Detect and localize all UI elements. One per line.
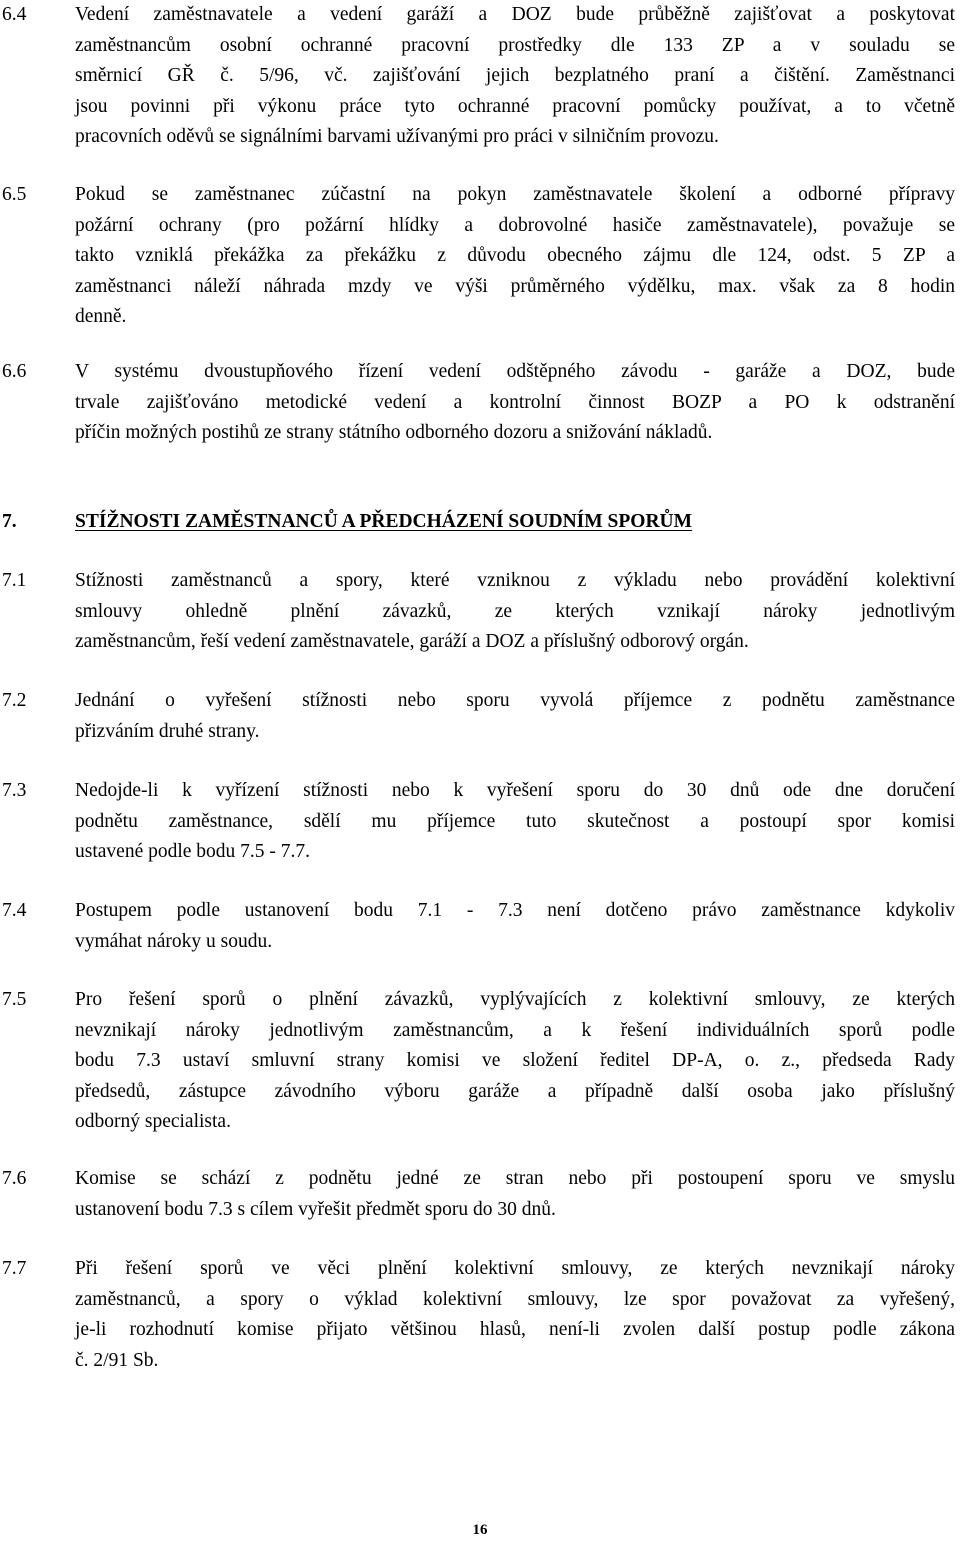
text-line: požární ochrany (pro požární hlídky a dobrovolné hasiče zaměstnavatele), považuje se — [75, 214, 955, 236]
text-line: jsou povinni při výkonu práce tyto ochranné pracovní pomůcky používat, a to včetně — [75, 95, 955, 117]
paragraph-text — [75, 1254, 955, 1376]
text-line: Postupem podle ustanovení bodu 7.1 - 7.3 není dotčeno právo zaměstnance kdykoliv — [75, 900, 955, 921]
text-line: takto vzniklá překážka za překážku z důvodu obecného zájmu dle 124, odst. 5 ZP a — [75, 245, 955, 266]
text-line: nevznikají nároky jednotlivým zaměstnancům, a k řešení individuálních sporů podle — [75, 1019, 955, 1041]
text-line: podnětu zaměstnance, sdělí mu příjemce tuto skutečnost a postoupí spor komisi — [75, 810, 955, 832]
text-line: Vedení zaměstnavatele a vedení garáží a DOZ bude průběžně zajišťovat a poskytovat — [75, 4, 955, 25]
text-line: odborný specialista. — [75, 1111, 231, 1132]
paragraph-text — [75, 180, 955, 333]
text-line: denně. — [75, 306, 127, 327]
text-line: pracovních oděvů se signálními barvami užívanými pro práci v silničním provozu. — [75, 126, 719, 147]
text-line: Jednání o vyřešení stížnosti nebo sporu vyvolá příjemce z podnětu zaměstnance — [75, 690, 955, 711]
paragraph-text — [75, 896, 955, 957]
text-line: Stížnosti zaměstnanců a spory, které vzniknou z výkladu nebo provádění kolektivní — [75, 570, 955, 591]
section-heading: STÍŽNOSTI ZAMĚSTNANCŮ A PŘEDCHÁZENÍ SOUDNÍM SPORŮM — [75, 511, 693, 532]
section-heading-number: 7. — [2, 511, 17, 532]
paragraph-text — [75, 357, 955, 449]
text-line: Při řešení sporů ve věci plnění kolektivní smlouvy, ze kterých nevznikají nároky — [75, 1258, 955, 1279]
text-line: ustavené podle bodu 7.5 - 7.7. — [75, 841, 311, 862]
text-line: předsedů, zástupce závodního výboru garáže a případně další osoba jako příslušný — [75, 1080, 955, 1102]
paragraph-text — [75, 985, 955, 1138]
text-line: přizváním druhé strany. — [75, 720, 260, 742]
text-line: Komise se schází z podnětu jedné ze stran nebo při postoupení sporu ve smyslu — [75, 1168, 955, 1189]
text-line: smlouvy ohledně plnění závazků, ze kterých vznikají nároky jednotlivým — [75, 600, 955, 622]
paragraph-number: 7.3 — [2, 780, 27, 801]
text-line: ustanovení bodu 7.3 s cílem vyřešit předmět sporu do 30 dnů. — [75, 1198, 556, 1220]
paragraph-number: 7.4 — [2, 900, 27, 921]
paragraph-number: 6.4 — [2, 4, 27, 25]
text-line: zaměstnanci náleží náhrada mzdy ve výši průměrného výdělku, max. však za 8 hodin — [75, 275, 955, 297]
paragraph-text — [75, 686, 955, 747]
paragraph-text — [75, 566, 955, 658]
paragraph-number: 7.7 — [2, 1258, 27, 1279]
paragraph-number: 7.6 — [2, 1168, 27, 1189]
text-line: zaměstnancům osobní ochranné pracovní prostředky dle 133 ZP a v souladu se — [75, 34, 955, 56]
text-line: trvale zajišťováno metodické vedení a kontrolní činnost BOZP a PO k odstranění — [75, 391, 955, 413]
text-line: V systému dvoustupňového řízení vedení odštěpného závodu - garáže a DOZ, bude — [75, 361, 955, 382]
text-line: je-li rozhodnutí komise přijato většinou hlasů, není-li zvolen další postup podle zákona — [75, 1319, 955, 1340]
text-line: zaměstnanců, a spory o výklad kolektivní smlouvy, lze spor považovat za vyřešený, — [75, 1288, 955, 1310]
text-line: zaměstnancům, řeší vedení zaměstnavatele, garáží a DOZ a příslušný odborový orgán. — [75, 631, 749, 652]
paragraph-number: 7.1 — [2, 570, 27, 591]
text-line: bodu 7.3 ustaví smluvní strany komisi ve složení ředitel DP-A, o. z., předseda Rady — [75, 1050, 955, 1071]
text-line: Pokud se zaměstnanec zúčastní na pokyn zaměstnavatele školení a odborné přípravy — [75, 184, 955, 205]
text-line: č. 2/91 Sb. — [75, 1349, 159, 1371]
paragraph-text — [75, 1164, 955, 1225]
paragraph-text — [75, 776, 955, 868]
text-line: Nedojde-li k vyřízení stížnosti nebo k vyřešení sporu do 30 dnů ode dne doručení — [75, 780, 955, 801]
page-number: 16 — [472, 1522, 488, 1538]
paragraph-number: 7.2 — [2, 690, 27, 711]
text-line: příčin možných postihů ze strany státního odborného dozoru a snižování nákladů. — [75, 422, 713, 443]
paragraph-number: 6.6 — [2, 361, 27, 382]
text-line: vymáhat nároky u soudu. — [75, 930, 273, 952]
paragraph-number: 6.5 — [2, 184, 27, 205]
text-line: směrnicí GŘ č. 5/96, vč. zajišťování jejich bezplatného praní a čištění. Zaměstnanci — [75, 65, 955, 86]
paragraph-number: 7.5 — [2, 989, 27, 1010]
text-line: Pro řešení sporů o plnění závazků, vyplývajících z kolektivní smlouvy, ze kterých — [75, 989, 955, 1010]
paragraph-text — [75, 0, 955, 153]
